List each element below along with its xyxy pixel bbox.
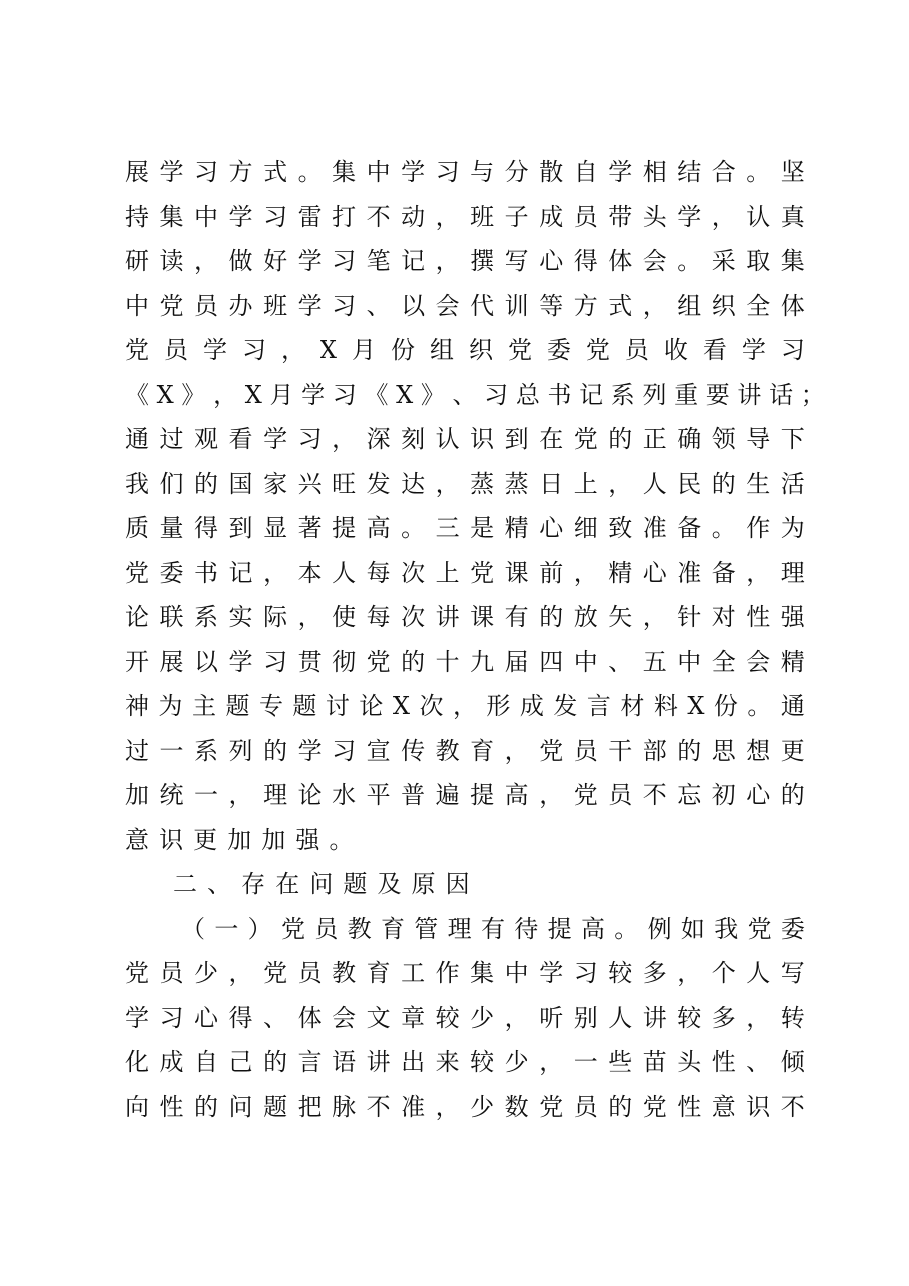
text-line: 持 集 中 学 习 雷 打 不 动 ， 班 子 成 员 带 头 学 ， 认 真: [125, 202, 805, 231]
paragraph-end-line: 意识更加加强。: [125, 825, 364, 854]
text-line: 《 X 》 ， X 月 学 习 《 X 》 、 习 总 书 记 系 列 重 要 讲 话 ；: [125, 380, 825, 409]
section-heading: 二、存在问题及原因: [173, 870, 480, 898]
text-line: 加 统 一 ， 理 论 水 平 普 遍 提 高 ， 党 员 不 忘 初 心 的: [125, 781, 805, 809]
text-line: 论 联 系 实 际 ， 使 每 次 讲 课 有 的 放 矢 ， 针 对 性 强: [125, 603, 805, 631]
text-line: 化 成 自 己 的 言 语 讲 出 来 较 少 ， 一 些 苗 头 性 、 倾: [125, 1048, 805, 1076]
text-line: 党 委 书 记 ， 本 人 每 次 上 党 课 前 ， 精 心 准 备 ， 理: [125, 558, 805, 587]
text-line: 展 学 习 方 式 。 集 中 学 习 与 分 散 自 学 相 结 合 。 坚: [125, 158, 805, 186]
text-line: 中 党 员 办 班 学 习 、 以 会 代 训 等 方 式 ， 组 织 全 体: [125, 291, 805, 320]
document-body: [125, 150, 825, 1129]
text-line: 通 过 观 看 学 习 ， 深 刻 认 识 到 在 党 的 正 确 领 导 下: [125, 425, 805, 453]
text-line: 开 展 以 学 习 贯 彻 党 的 十 九 届 四 中 、 五 中 全 会 精: [125, 647, 805, 676]
text-line: 过 一 系 列 的 学 习 宣 传 教 育 ， 党 员 干 部 的 思 想 更: [125, 736, 805, 765]
text-line: 向 性 的 问 题 把 脉 不 准 ， 少 数 党 员 的 党 性 意 识 不: [125, 1092, 805, 1121]
text-line: 学 习 心 得 、 体 会 文 章 较 少 ， 听 别 人 讲 较 多 ， 转: [125, 1003, 805, 1032]
text-line: 质 量 得 到 显 著 提 高 。 三 是 精 心 细 致 准 备 。 作 为: [125, 514, 805, 542]
text-line: 神 为 主 题 专 题 讨 论 X 次 ， 形 成 发 言 材 料 X 份 。 通: [125, 692, 805, 720]
paragraph-start-line: （ 一 ） 党 员 教 育 管 理 有 待 提 高 。 例 如 我 党 委: [181, 914, 805, 943]
text-line: 党 员 学 习 ， X 月 份 组 织 党 委 党 员 收 看 学 习: [125, 336, 805, 364]
text-line: 党 员 少 ， 党 员 教 育 工 作 集 中 学 习 较 多 ， 个 人 写: [125, 959, 805, 987]
text-line: 我 们 的 国 家 兴 旺 发 达 ， 蒸 蒸 日 上 ， 人 民 的 生 活: [125, 469, 805, 498]
text-line: 研 读 ， 做 好 学 习 笔 记 ， 撰 写 心 得 体 会 。 采 取 集: [125, 247, 805, 275]
